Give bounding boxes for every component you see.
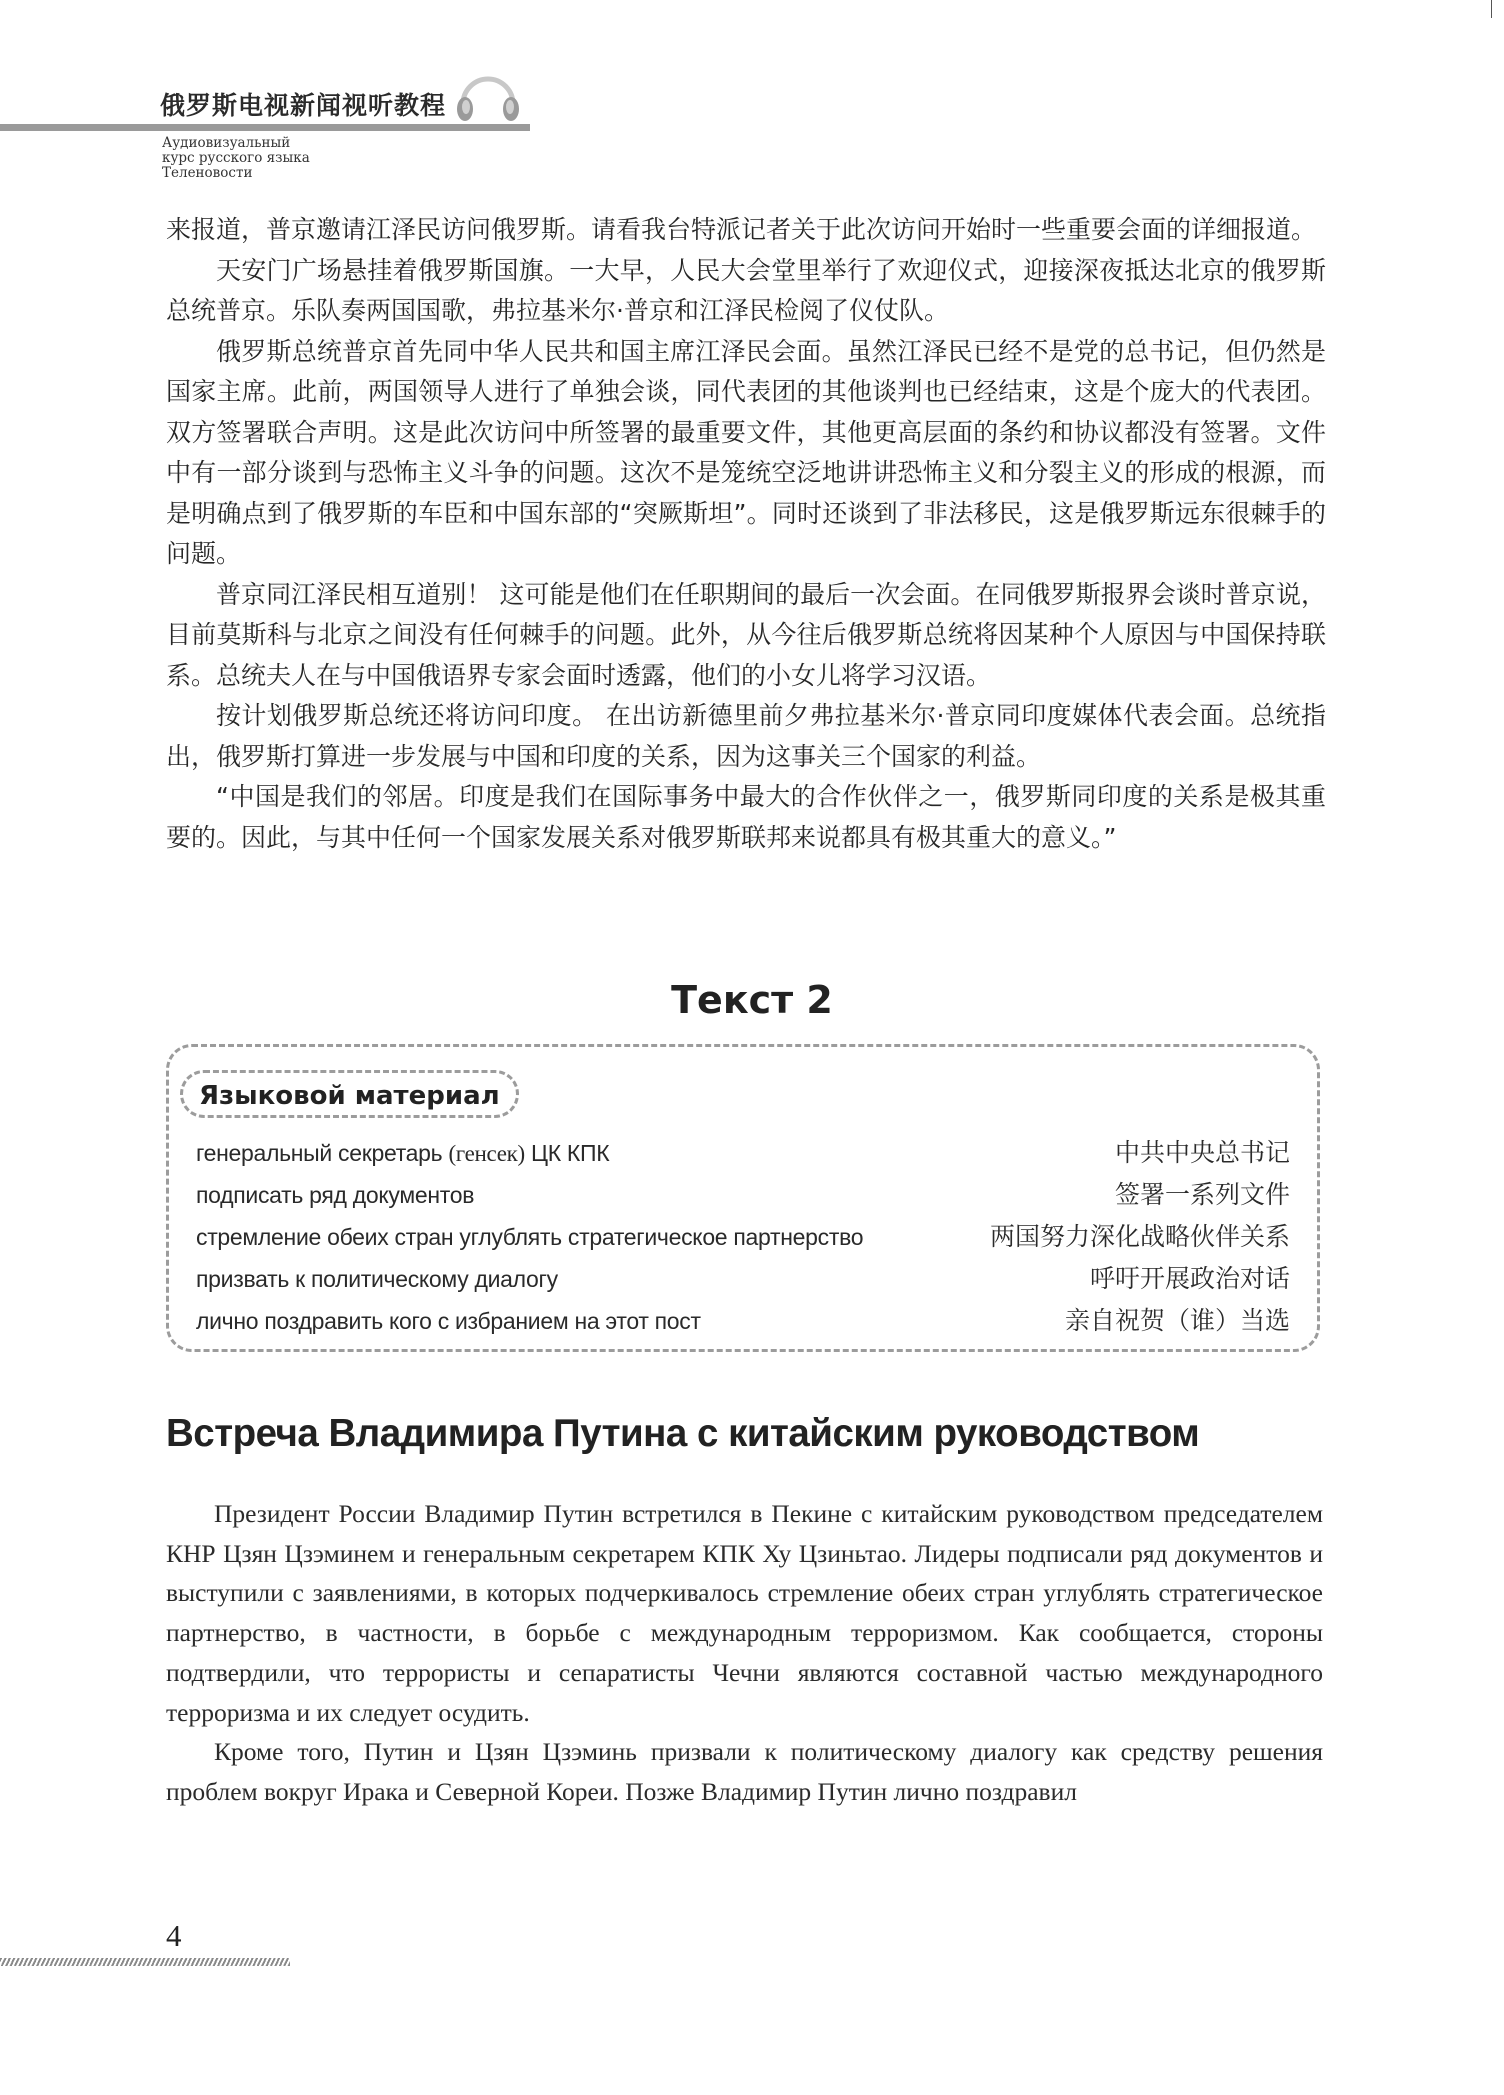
vocabulary-list <box>196 1132 1290 1342</box>
header-subtitle <box>162 136 362 181</box>
subtitle-line: Аудиовизуальный <box>162 135 291 151</box>
zh-paragraph: 俄罗斯总统普京首先同中华人民共和国主席江泽民会面。虽然江泽民已经不是党的总书记，但仍然是国家主席。此前，两国领导人进行了单独会谈，同代表团的其他谈判也已经结束，这是个庞大的代表团。双方签署联合声明。这是此次访问中所签署的最重要文件，其他更高层面的条约和协议都没有签署。文件中有一部分谈到与恐怖主义斗争的问题。这次不是笼统空泛地讲讲恐怖主义和分裂主义的形成的根源，而是明确点到了俄罗斯的车臣和中国东部的“突厥斯坦”。同时还谈到了非法移民，这是俄罗斯远东很棘手的问题。 <box>166 336 1326 568</box>
book-title: 俄罗斯电视新闻视听教程 <box>160 91 447 120</box>
chinese-translation <box>166 210 1326 858</box>
crop-mark <box>1491 0 1492 18</box>
zh-paragraph: “中国是我们的邻居。印度是我们在国际事务中最大的合作伙伴之一，俄罗斯同印度的关系是极其重要的。因此，与其中任何一个国家发展关系对俄罗斯联邦来说都具有极其重大的意义。” <box>166 782 1326 852</box>
vocab-row <box>196 1258 1290 1300</box>
subtitle-line: курс русского языка <box>162 150 310 166</box>
footer-decoration <box>0 1958 290 1966</box>
zh-paragraph: 按计划俄罗斯总统还将访问印度。 在出访新德里前夕弗拉基米尔·普京同印度媒体代表会面。总统指出，俄罗斯打算进一步发展与中国和印度的关系，因为这事关三个国家的利益。 <box>166 701 1326 771</box>
text-heading: Текст 2 <box>671 978 833 1022</box>
vocab-chinese: 中共中央总书记 <box>1114 1138 1290 1167</box>
vocab-chinese: 呼吁开展政治对话 <box>1089 1264 1290 1293</box>
vocab-russian-part: ЦК КПК <box>524 1140 610 1166</box>
vocab-chinese: 两国努力深化战略伙伴关系 <box>989 1222 1290 1251</box>
article-title: Встреча Владимира Путина с китайским руководством <box>166 1412 1200 1455</box>
zh-paragraph: 天安门广场悬挂着俄罗斯国旗。一大早，人民大会堂里举行了欢迎仪式，迎接深夜抵达北京的俄罗斯总统普京。乐队奏两国国歌，弗拉基米尔·普京和江泽民检阅了仪仗队。 <box>166 255 1326 325</box>
header-rule <box>0 124 530 131</box>
vocab-russian: призвать к политическому диалогу <box>196 1266 558 1292</box>
vocab-russian-part: генеральный секретарь <box>196 1140 449 1166</box>
vocab-russian: лично поздравить кого с избранием на этот пост <box>196 1308 701 1334</box>
vocab-russian-abbr: (генсек) <box>448 1141 525 1166</box>
page-number: 4 <box>166 1918 182 1953</box>
vocab-row <box>196 1216 1290 1258</box>
russian-article <box>166 1494 1323 1812</box>
headphones-icon <box>453 64 523 126</box>
vocab-row <box>196 1132 1290 1174</box>
vocab-russian: подписать ряд документов <box>196 1182 475 1208</box>
vocab-chinese: 亲自祝贺（谁）当选 <box>1064 1306 1290 1335</box>
zh-paragraph: 普京同江泽民相互道别！ 这可能是他们在任职期间的最后一次会面。在同俄罗斯报界会谈时普京说，目前莫斯科与北京之间没有任何棘手的问题。此外，从今往后俄罗斯总统将因某种个人原因与中国保持联系。总统夫人在与中国俄语界专家会面时透露，他们的小女儿将学习汉语。 <box>166 579 1326 690</box>
zh-paragraph: 来报道，普京邀请江泽民访问俄罗斯。请看我台特派记者关于此次访问开始时一些重要会面的详细报道。 <box>166 215 1317 244</box>
vocab-russian <box>196 1132 609 1175</box>
subtitle-line: Теленовости <box>162 165 253 181</box>
vocab-row <box>196 1174 1290 1216</box>
vocabulary-label: Языковой материал <box>180 1070 519 1118</box>
ru-paragraph: Кроме того, Путин и Цзян Цзэминь призвали к политическому диалогу как средству решения проблем вокруг Ирака и Северной Кореи. Позже Владимир Путин лично поздравил <box>166 1737 1323 1806</box>
ru-paragraph: Президент России Владимир Путин встретился в Пекине с китайским руководством председателем КНР Цзян Цзэминем и генеральным секретарем КПК Ху Цзиньтао. Лидеры подписали ряд документов и выступили с заявлениями, в которых подчеркивалось стремление обеих стран углублять стратегическое партнерство, в частности, в борьбе с международным терроризмом. Как сообщается, стороны подтвердили, что террористы и сепаратисты Чечни являются составной частью международного терроризма и их следует осудить. <box>166 1499 1323 1727</box>
vocab-russian: стремление обеих стран углублять стратегическое партнерство <box>196 1224 864 1250</box>
vocab-chinese: 签署一系列文件 <box>1114 1180 1290 1209</box>
vocab-row <box>196 1300 1290 1342</box>
